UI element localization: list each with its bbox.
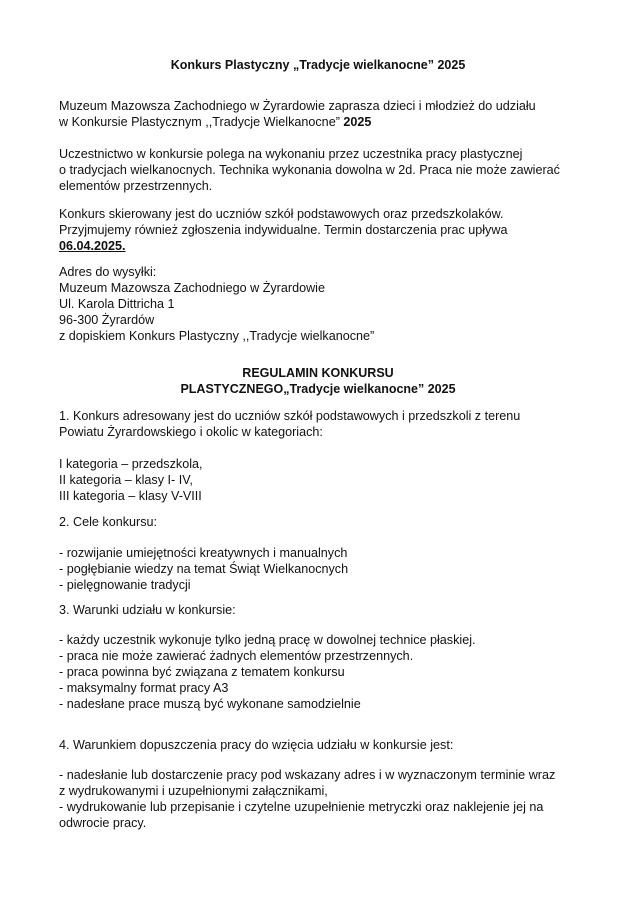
- address-line-3: 96-300 Żyrardów: [59, 313, 155, 327]
- admission-item: z wydrukowanymi i uzupełnionymi załącznikami,: [59, 784, 328, 798]
- admission-list: [59, 767, 589, 831]
- intro-paragraph: [59, 98, 589, 130]
- address-label: Adres do wysyłki:: [59, 265, 157, 279]
- admission-item: odwrocie pracy.: [59, 816, 147, 830]
- rules-heading: [0, 365, 636, 397]
- audience-line-1: Konkurs skierowany jest do uczniów szkół podstawowych oraz przedszkolaków.: [59, 207, 504, 221]
- intro-line-2: [59, 114, 589, 130]
- deadline-date: 06.04.2025.: [59, 239, 126, 253]
- section-1-line-1: 1. Konkurs adresowany jest do uczniów szkół podstawowych i przedszkoli z terenu: [59, 409, 521, 423]
- admission-item: - wydrukowanie lub przepisanie i czytelne uzupełnienie metryczki oraz naklejenie jej na: [59, 800, 544, 814]
- condition-item: - praca powinna być związana z tematem konkursu: [59, 665, 345, 679]
- audience-line-2: Przyjmujemy również zgłoszenia indywidualne. Termin dostarczenia prac upływa: [59, 223, 508, 237]
- document-title: Konkurs Plastyczny „Tradycje wielkanocne” 2025: [170, 58, 466, 72]
- category-item: I kategoria – przedszkola,: [59, 457, 203, 471]
- address-line-2: Ul. Karola Dittricha 1: [59, 297, 175, 311]
- intro-year: 2025: [339, 115, 372, 129]
- admission-item: - nadesłanie lub dostarczenie pracy pod wskazany adres i w wyznaczonym terminie wraz: [59, 768, 556, 782]
- section-2-heading: 2. Cele konkursu:: [59, 515, 158, 529]
- participation-line-3: elementów przestrzennych.: [59, 179, 213, 193]
- goal-item: - pogłębianie wiedzy na temat Świąt Wielkanocnych: [59, 562, 349, 576]
- address-line-4: z dopiskiem Konkurs Plastyczny ,,Tradycje wielkanocne”: [59, 329, 375, 343]
- condition-item: - praca nie może zawierać żadnych elementów przestrzennych.: [59, 649, 414, 663]
- participation-line-1: Uczestnictwo w konkursie polega na wykonaniu przez uczestnika pracy plastycznej: [59, 147, 523, 161]
- goal-item: - pielęgnowanie tradycji: [59, 578, 191, 592]
- section-3-heading: 3. Warunki udziału w konkursie:: [59, 603, 236, 617]
- intro-line-1: Muzeum Mazowsza Zachodniego w Żyrardowie zaprasza dzieci i młodzież do udziału: [59, 99, 536, 113]
- section-1: [59, 408, 589, 440]
- audience-paragraph: [59, 206, 589, 254]
- category-list: [59, 456, 589, 504]
- rules-heading-line-2: PLASTYCZNEGO„Tradycje wielkanocne” 2025: [180, 382, 456, 396]
- address-block: [59, 264, 589, 344]
- address-line-1: Muzeum Mazowsza Zachodniego w Żyrardowie: [59, 281, 325, 295]
- participation-line-2: o tradycjach wielkanocnych. Technika wykonania dowolna w 2d. Praca nie może zawierać: [59, 163, 560, 177]
- category-item: III kategoria – klasy V-VIII: [59, 489, 202, 503]
- conditions-list: [59, 632, 589, 712]
- intro-line-2-text: w Konkursie Plastycznym ,,Tradycje Wielkanocne”: [59, 115, 340, 129]
- goals-list: [59, 545, 589, 593]
- section-1-line-2: Powiatu Żyrardowskiego i okolic w kategoriach:: [59, 425, 323, 439]
- rules-heading-line-1: REGULAMIN KONKURSU: [242, 366, 394, 380]
- participation-paragraph: [59, 146, 589, 194]
- condition-item: - maksymalny format pracy A3: [59, 681, 229, 695]
- goal-item: - rozwijanie umiejętności kreatywnych i manualnych: [59, 546, 348, 560]
- condition-item: - każdy uczestnik wykonuje tylko jedną pracę w dowolnej technice płaskiej.: [59, 633, 476, 647]
- condition-item: - nadesłane prace muszą być wykonane samodzielnie: [59, 697, 361, 711]
- section-4-heading: 4. Warunkiem dopuszczenia pracy do wzięcia udziału w konkursie jest:: [59, 738, 454, 752]
- category-item: II kategoria – klasy I- IV,: [59, 473, 193, 487]
